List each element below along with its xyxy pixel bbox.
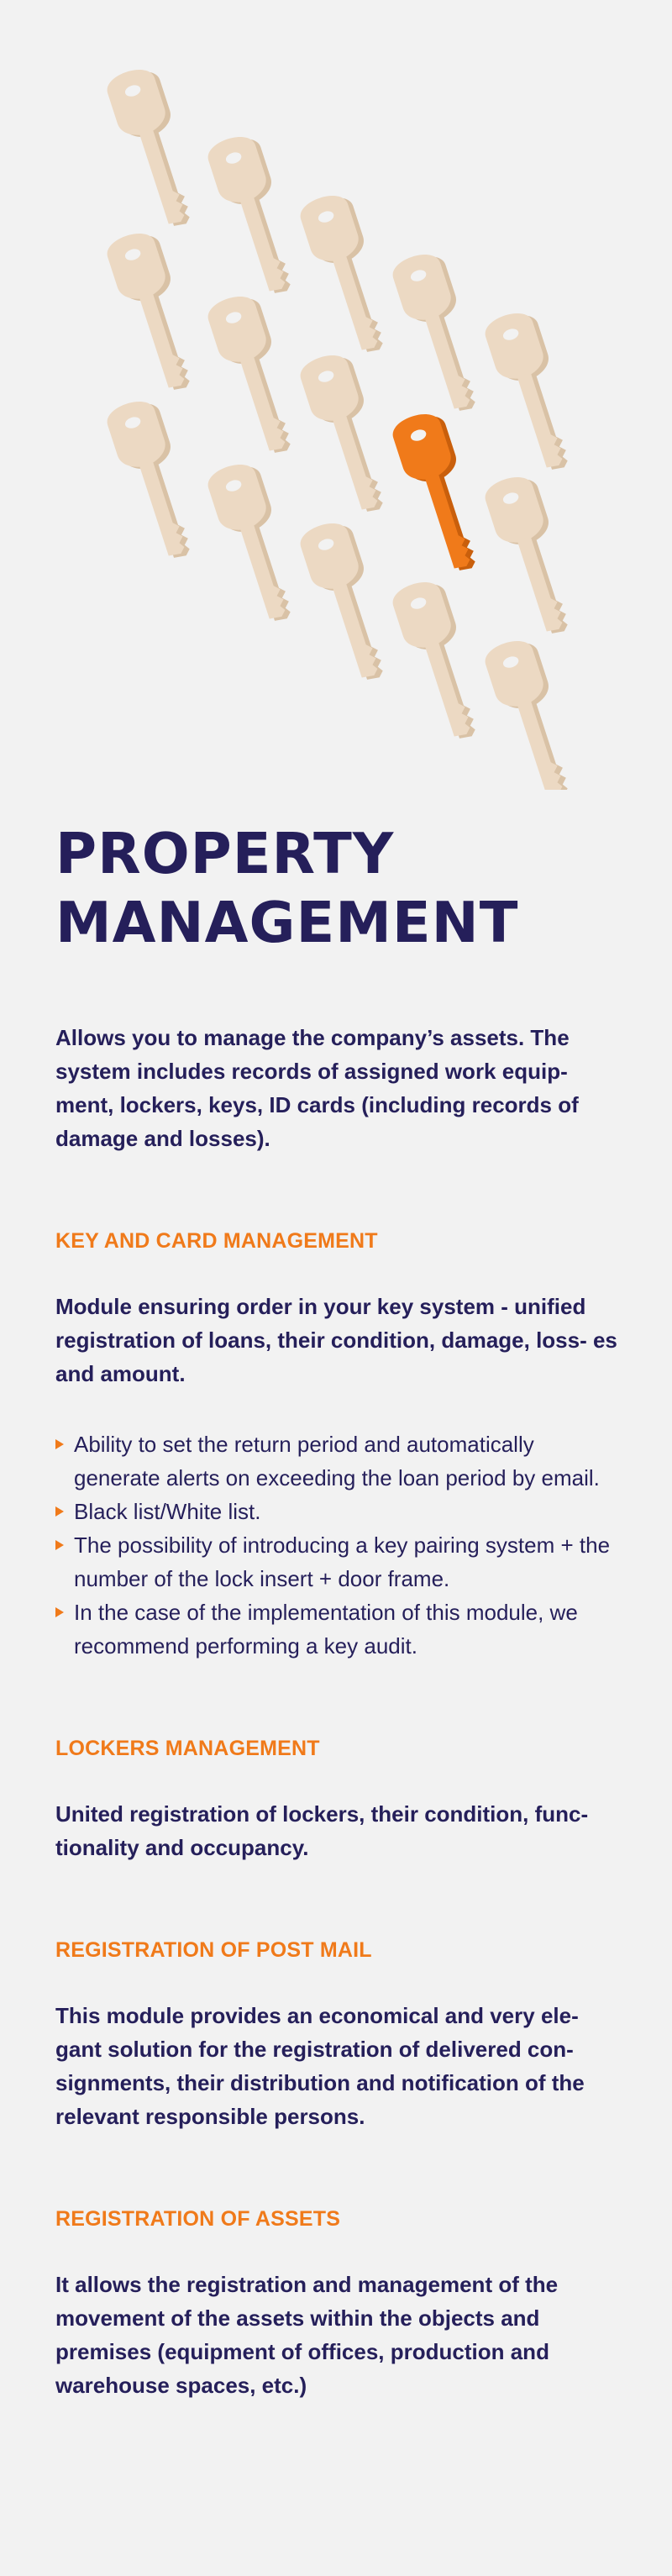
key-icon [103, 395, 205, 566]
key-icon [389, 248, 491, 419]
section-heading-assets: REGISTRATION OF ASSETS [55, 2207, 341, 2231]
section-lead-post-mail: This module provides an economical and very ele- gant solution for the registration of delivered con- signments, their distribution and notification of the relevant responsible persons. [55, 2003, 585, 2129]
keys-illustration [0, 0, 672, 790]
section-heading-post-mail: REGISTRATION OF POST MAIL [55, 1938, 372, 1962]
page-title [55, 819, 618, 957]
list-item-text: The possibility of introducing a key pairing system + the number of the lock insert + door frame. [74, 1532, 611, 1591]
title-line-2: MANAGEMENT [55, 890, 519, 955]
highlighted-key-icon [389, 407, 491, 579]
key-icon [481, 307, 583, 478]
key-icon [481, 471, 583, 642]
list-item-text: Black list/White list. [74, 1499, 261, 1524]
list-item-text: Ability to set the return period and automatically generate alerts on exceeding the loan period by email. [74, 1432, 600, 1490]
bullet-triangle-icon [55, 1540, 64, 1550]
key-icon [204, 130, 306, 302]
intro-text: Allows you to manage the company’s assets. The system includes records of assigned work equip- ment, lockers, keys, ID cards (including records of damage and losses). [55, 1025, 579, 1151]
list-item [55, 1495, 618, 1528]
section-lead-lockers: United registration of lockers, their condition, func- tionality and occupancy. [55, 1801, 589, 1860]
list-item [55, 1596, 618, 1663]
bullet-triangle-icon [55, 1506, 64, 1517]
key-icon [204, 458, 306, 629]
list-item [55, 1528, 618, 1596]
list-item [55, 1427, 618, 1495]
title-line-1: PROPERTY [55, 821, 395, 886]
key-icon [297, 517, 398, 688]
bullet-triangle-icon [55, 1607, 64, 1617]
feature-list [55, 1427, 618, 1663]
content [55, 819, 618, 2402]
key-icon [103, 63, 205, 234]
key-icon [204, 290, 306, 461]
section-lead-keys: Module ensuring order in your key system - unified registration of loans, their condition, damage, loss- es and amount. [55, 1294, 617, 1386]
key-icon [297, 349, 398, 520]
key-icon [103, 227, 205, 398]
key-icon [481, 634, 583, 790]
section-heading-lockers: LOCKERS MANAGEMENT [55, 1737, 320, 1760]
key-icon [389, 576, 491, 747]
list-item-text: In the case of the implementation of this module, we recommend performing a key audit. [74, 1600, 578, 1659]
key-icon [297, 189, 398, 360]
section-heading-keys: KEY AND CARD MANAGEMENT [55, 1229, 378, 1253]
bullet-triangle-icon [55, 1439, 64, 1449]
section-lead-assets: It allows the registration and management of the movement of the assets within the objects and premises (equipment of offices, production and warehouse spaces, etc.) [55, 2272, 559, 2398]
